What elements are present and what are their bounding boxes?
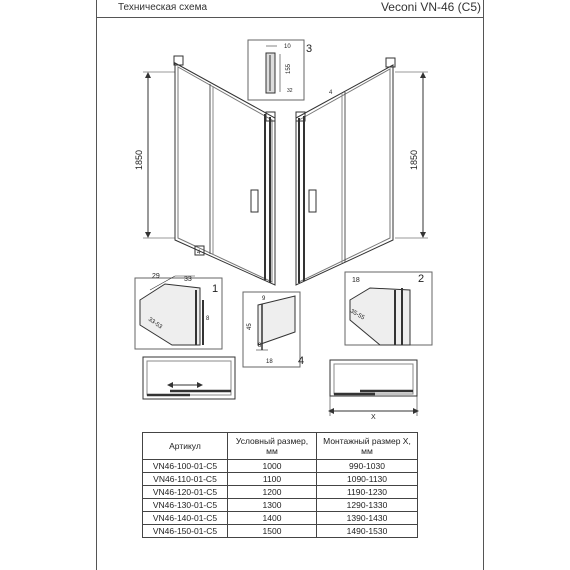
cell-article: VN46-100-01-C5 [143,460,228,473]
left-door-panel [175,63,275,285]
right-door-handle [309,190,316,212]
profile-width-label: 10 [284,44,291,50]
plan-view-left [143,357,235,399]
cell-article: VN46-120-01-C5 [143,486,228,499]
detail4-dim-b: 45 [247,323,253,330]
height-dimension-left [143,72,175,238]
ref-box-top-right [386,58,395,67]
cell-install: 1190-1230 [317,486,418,499]
table-header-row [143,433,418,460]
callout-4: 4 [298,355,305,367]
height-label-left: 1850 [134,149,144,171]
header-article: Артикул [143,433,228,460]
table-row [143,473,418,486]
detail2-dim-b: 35-55 [349,308,366,322]
drawing-title: Техническая схема [118,2,208,13]
detail1-dim-d: 8 [206,316,210,322]
table-row [143,512,418,525]
cell-install: 1290-1330 [317,499,418,512]
x-dimension-label: X [371,414,376,421]
plan-view-right [330,360,417,421]
table-row [143,460,418,473]
table-row [143,525,418,538]
size-table [142,432,418,538]
cell-nominal: 1100 [228,473,317,486]
cell-nominal: 1400 [228,512,317,525]
detail4-dim-d: 18 [266,359,273,365]
cell-nominal: 1000 [228,460,317,473]
detail4-dim-a: 9 [262,296,266,302]
right-door-panel [296,65,393,285]
table-row [143,486,418,499]
height-label-right: 1850 [409,149,419,171]
callout-1: 1 [212,283,219,295]
detail-4-seal-profile [243,292,300,367]
callout-4-right: 4 [329,90,333,96]
header-install-size: Монтажный размер X, мм [317,433,418,460]
cell-install: 1090-1130 [317,473,418,486]
model-title: Veconi VN-46 (C5) [380,0,481,14]
header-nominal-size: Условный размер, мм [228,433,317,460]
cell-article: VN46-110-01-C5 [143,473,228,486]
cell-article: VN46-130-01-C5 [143,499,228,512]
cell-nominal: 1200 [228,486,317,499]
table-row [143,499,418,512]
handle-length-label: 155 [286,63,292,74]
callout-4-small: 4 [197,250,201,256]
detail-3-handle [248,40,304,100]
left-door-handle [251,190,258,212]
detail1-dim-a: 29 [152,273,160,280]
cell-article: VN46-150-01-C5 [143,525,228,538]
cell-article: VN46-140-01-C5 [143,512,228,525]
detail1-dim-b: 33 [184,276,192,283]
detail1-dim-c: 33-53 [146,316,163,331]
cell-install: 990-1030 [317,460,418,473]
callout-3: 3 [306,43,313,55]
cell-nominal: 1500 [228,525,317,538]
detail4-dim-c: 8 [258,343,262,349]
cell-nominal: 1300 [228,499,317,512]
cell-install: 1390-1430 [317,512,418,525]
handle-depth-label: 32 [287,88,293,94]
callout-2: 2 [418,273,425,285]
cell-install: 1490-1530 [317,525,418,538]
detail2-dim-a: 18 [352,277,360,284]
detail-1-corner-profile [135,273,222,349]
